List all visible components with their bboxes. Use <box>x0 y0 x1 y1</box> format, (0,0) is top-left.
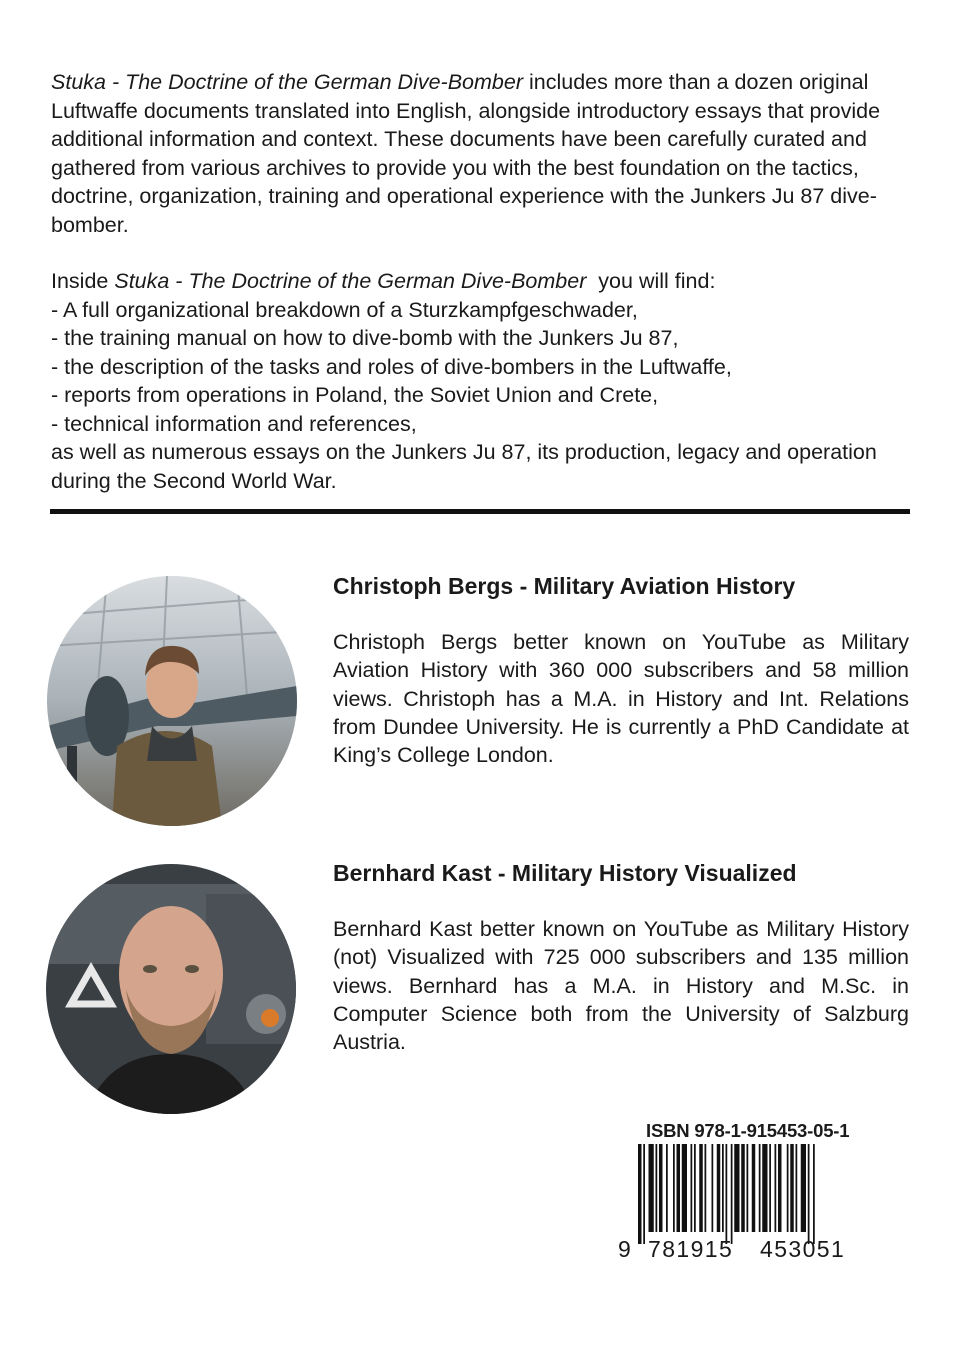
barcode-bar <box>699 1144 703 1232</box>
barcode-bar <box>796 1144 798 1232</box>
author-bio-bernhard-kast <box>333 858 909 1056</box>
barcode-bar <box>778 1144 782 1232</box>
contents-closing: as well as numerous essays on the Junkers Ju 87, its production, legacy and operation during the Second World War. <box>51 440 877 493</box>
barcode-bar <box>813 1144 815 1244</box>
contents-list-item: - technical information and references, <box>51 411 417 436</box>
contents-list-item: - A full organizational breakdown of a Sturzkampfgeschwader, <box>51 297 638 322</box>
barcode-bar <box>691 1144 693 1232</box>
barcode-bar <box>682 1144 687 1232</box>
book-title-italic: Stuka - The Doctrine of the German Dive-Bomber <box>51 70 523 94</box>
author-bio-text: Christoph Bergs better known on YouTube as Military Aviation History with 360 000 subscribers and 58 million views. Christoph has a M.A. in History and Int. Relations from Dundee University. He is currently a PhD Candidate at King’s College London. <box>333 630 909 768</box>
barcode-graphic <box>612 1144 872 1244</box>
barcode-bar <box>759 1144 761 1232</box>
contents-suffix: you will find: <box>586 269 716 293</box>
intro-text <box>51 68 909 495</box>
barcode-bar <box>659 1144 663 1232</box>
intro-paragraph-text: includes more than a dozen original Luftwaffe documents translated into English, alongside introductory essays that provide additional information and context. These documents have been carefully curated and gathered from various archives to provide you with the best foundation on the tactics, doctrine, organization, training and operational experience with the Junkers Ju 87 dive-bomber. <box>51 70 881 237</box>
portrait-studio-illustration <box>46 864 296 1114</box>
author-bio-text: Bernhard Kast better known on YouTube as Military History (not) Visualized with 725 000 subscribers and 135 million views. Bernhard has a M.A. in History and M.Sc. in Computer Science both from the University of Salzburg Austria. <box>333 917 909 1055</box>
barcode-bar <box>752 1144 756 1232</box>
barcode-bar <box>769 1144 771 1232</box>
portrait-hangar-illustration <box>47 576 297 826</box>
barcode-bar <box>790 1144 794 1232</box>
contents-list-item: - the description of the tasks and roles of dive-bombers in the Luftwaffe, <box>51 354 732 379</box>
barcode-bar <box>722 1144 724 1232</box>
contents-intro <box>51 267 909 296</box>
contents-list-item: - the training manual on how to dive-bomb with the Junkers Ju 87, <box>51 326 679 350</box>
intro-paragraph <box>51 68 909 239</box>
barcode-bar <box>649 1144 654 1232</box>
barcode-digits-group-2: 453051 <box>760 1236 846 1262</box>
barcode-bar <box>677 1144 681 1232</box>
barcode-bar <box>705 1144 707 1232</box>
author-heading: Christoph Bergs - Military Aviation History <box>333 573 796 599</box>
contents-prefix: Inside <box>51 269 115 293</box>
barcode-bar <box>638 1144 642 1244</box>
barcode-digit-first: 9 <box>618 1236 633 1262</box>
book-title-italic-2: Stuka - The Doctrine of the German Dive-Bomber <box>114 269 587 293</box>
barcode-bar <box>717 1144 721 1232</box>
contents-list-item: - reports from operations in Poland, the Soviet Union and Crete, <box>51 383 659 407</box>
barcode-bar <box>712 1144 714 1232</box>
isbn-label: ISBN 978-1-915453-05-1 <box>646 1120 850 1141</box>
barcode-bar <box>801 1144 806 1232</box>
barcode-bar <box>787 1144 789 1232</box>
barcode-bar <box>726 1144 728 1244</box>
author-heading: Bernhard Kast - Military History Visualized <box>333 860 797 886</box>
barcode-bar <box>762 1144 767 1232</box>
section-divider <box>50 509 910 514</box>
barcode-bar <box>731 1144 733 1244</box>
isbn-barcode-block <box>612 1120 872 1270</box>
barcode-bar <box>741 1144 745 1232</box>
barcode-bar <box>808 1144 810 1244</box>
barcode-bar <box>747 1144 749 1232</box>
barcode-bar <box>643 1144 645 1244</box>
barcode-bar <box>673 1144 675 1232</box>
barcode-bar <box>656 1144 658 1232</box>
barcode-bar <box>775 1144 777 1232</box>
barcode-digits-group-1: 781915 <box>648 1236 734 1262</box>
author-photo-bernhard-kast <box>46 864 296 1114</box>
barcode-bar <box>666 1144 668 1232</box>
author-bio-christoph-bergs <box>333 571 909 769</box>
barcode-bar <box>734 1144 739 1232</box>
barcode-bar <box>694 1144 696 1232</box>
author-photo-christoph-bergs <box>47 576 297 826</box>
